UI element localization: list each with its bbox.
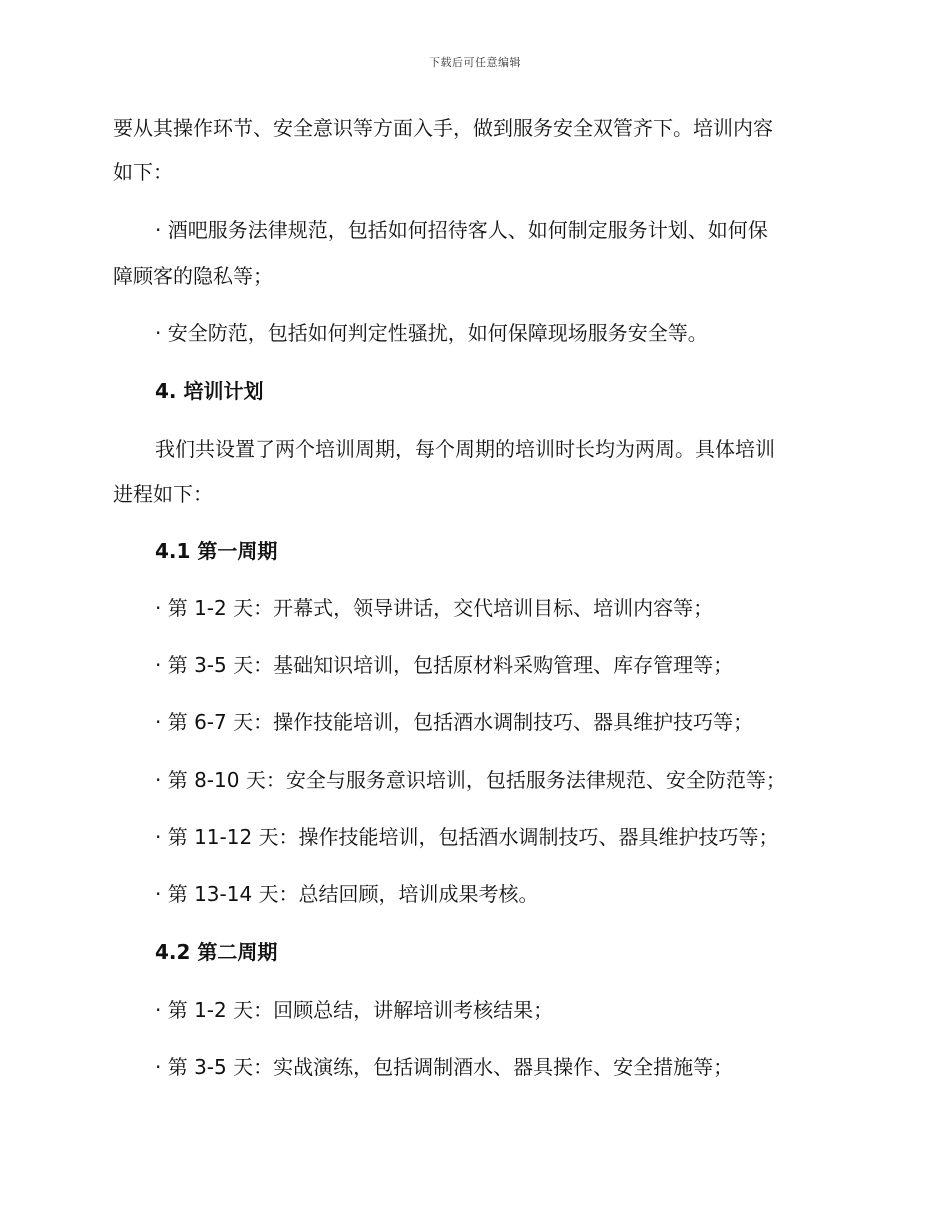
page-header: 下载后可任意编辑 — [429, 56, 521, 69]
section-heading-4: 4. 培训计划 — [155, 379, 264, 403]
cycle-2-item-1: · 第 1-2 天：回顾总结，讲解培训考核结果； — [155, 998, 554, 1022]
cycle-1-item-4: · 第 8-10 天：安全与服务意识培训，包括服务法律规范、安全防范等； — [155, 768, 786, 792]
cycle-1-item-5: · 第 11-12 天：操作技能培训，包括酒水调制技巧、器具维护技巧等； — [155, 825, 779, 849]
intro-paragraph-line-1: 要从其操作环节、安全意识等方面入手，做到服务安全双管齐下。培训内容 — [113, 116, 773, 140]
bullet-item-2: · 安全防范，包括如何判定性骚扰，如何保障现场服务安全等。 — [155, 321, 708, 345]
cycle-1-item-3: · 第 6-7 天：操作技能培训，包括酒水调制技巧、器具维护技巧等； — [155, 710, 754, 734]
subsection-heading-4-2: 4.2 第二周期 — [155, 940, 278, 964]
section-4-description-line-2: 进程如下： — [113, 482, 213, 506]
cycle-2-item-2: · 第 3-5 天：实战演练，包括调制酒水、器具操作、安全措施等； — [155, 1055, 734, 1079]
cycle-1-item-1: · 第 1-2 天：开幕式，领导讲话，交代培训目标、培训内容等； — [155, 596, 714, 620]
section-4-description-line-1: 我们共设置了两个培训周期，每个周期的培训时长均为两周。具体培训 — [155, 437, 775, 461]
bullet-item-1-line-2: 障顾客的隐私等； — [113, 264, 273, 288]
cycle-1-item-6: · 第 13-14 天：总结回顾，培训成果考核。 — [155, 882, 539, 906]
cycle-1-item-2: · 第 3-5 天：基础知识培训，包括原材料采购管理、库存管理等； — [155, 653, 734, 677]
bullet-item-1-line-1: · 酒吧服务法律规范，包括如何招待客人、如何制定服务计划、如何保 — [155, 218, 768, 242]
intro-paragraph-line-2: 如下： — [113, 160, 173, 184]
subsection-heading-4-1: 4.1 第一周期 — [155, 539, 278, 563]
